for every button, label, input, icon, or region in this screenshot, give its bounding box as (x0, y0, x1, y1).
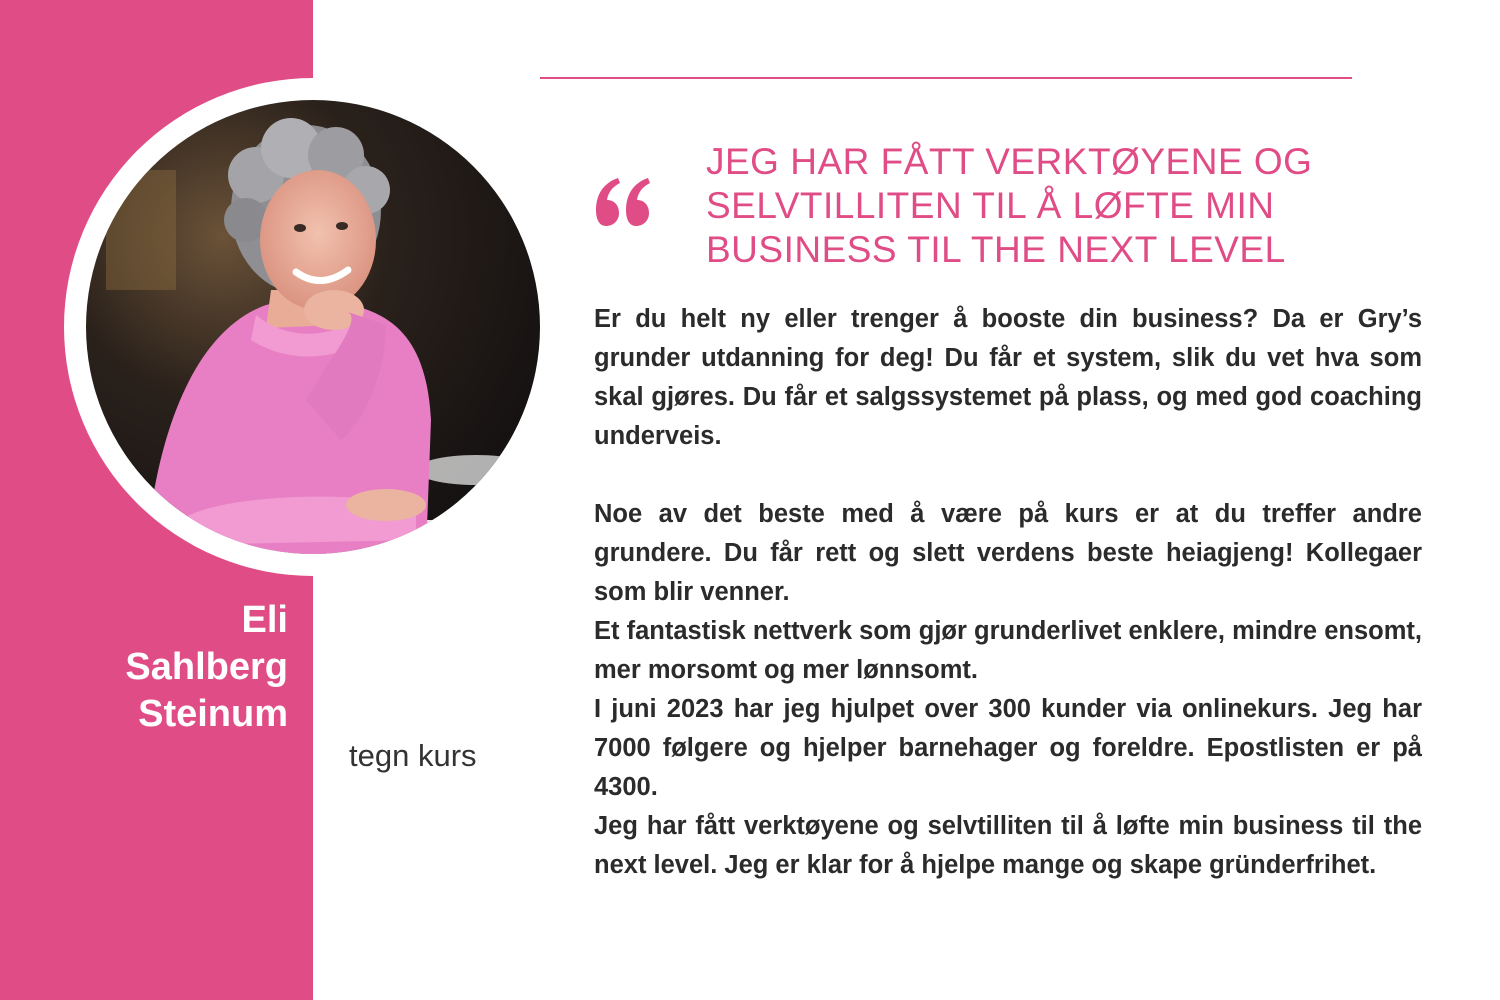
paragraph: I juni 2023 har jeg hjulpet over 300 kunder via onlinekurs. Jeg har 7000 følgere og hjelper barnehager og foreldre. Epostlisten er på 4300. (594, 695, 1422, 801)
paragraph: Er du helt ny eller trenger å booste din business? Da er Gry’s grunder utdanning for deg! Du får et system, slik du vet hva som skal gjøres. Du får et salgssystemet på plass, og med god coaching underveis. (594, 305, 1422, 450)
portrait-photo (86, 100, 540, 554)
headline-line: BUSINESS TIL THE NEXT LEVEL (706, 229, 1286, 270)
paragraph: Jeg har fått verktøyene og selvtilliten til å løfte min business til the next level. Jeg er klar for å hjelpe mange og skape gründerfrihet. (594, 812, 1422, 879)
name-line: Eli (241, 599, 288, 641)
quote-headline (706, 140, 1406, 272)
paragraph: Et fantastisk nettverk som gjør grunderlivet enklere, mindre ensomt, mer morsomt og mer lønnsomt. (594, 617, 1422, 684)
portrait-illustration (86, 100, 540, 554)
headline-line: JEG HAR FÅTT VERKTØYENE OG (706, 141, 1313, 182)
paragraph: Noe av det beste med å være på kurs er at du treffer andre grundere. Du får rett og slett verdens beste heiagjeng! Kollegaer som blir venner. (594, 500, 1422, 606)
divider-line (540, 77, 1352, 79)
name-line: Sahlberg (125, 646, 288, 688)
quote-mark-icon (592, 176, 654, 228)
headline-line: SELVTILLITEN TIL Å LØFTE MIN (706, 185, 1275, 226)
name-line: Steinum (138, 693, 288, 735)
testimonial-body (594, 300, 1422, 885)
person-name (28, 597, 288, 738)
role-label: tegn kurs (349, 738, 477, 773)
